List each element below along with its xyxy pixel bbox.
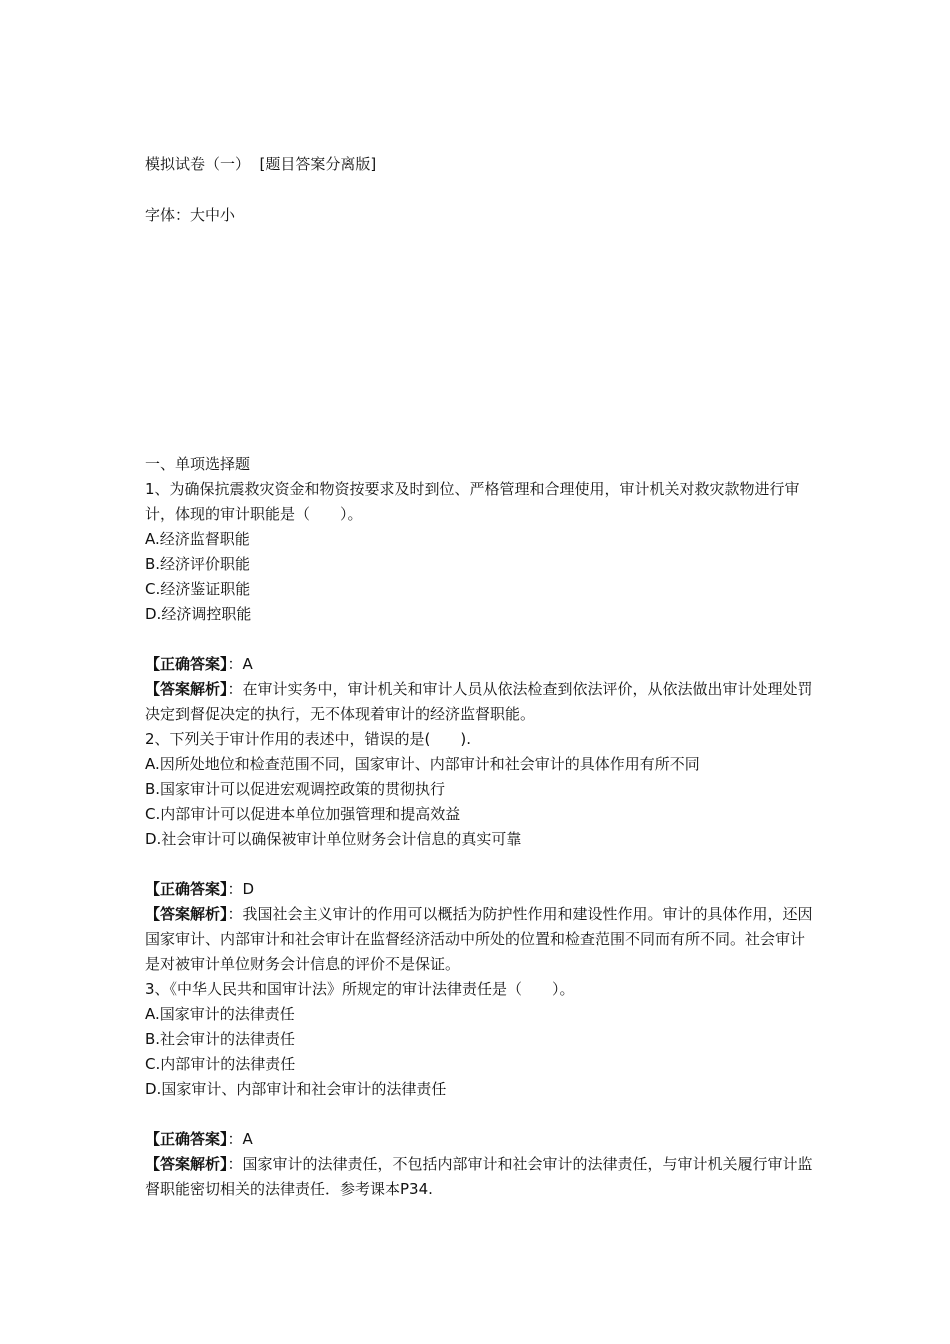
question-stem: 2、下列关于审计作用的表述中，错误的是( ). (145, 730, 472, 748)
option-a: A.国家审计的法律责任 (145, 1005, 295, 1023)
question-stem: 3、《中华人民共和国审计法》所规定的审计法律责任是（ ）。 (145, 980, 575, 998)
answer-analysis-text: ：国家审计的法律责任，不包括内部审计和社会审计的法律责任，与审计机关履行审计监督职能密切相关的法律责任．参考课本P34. (145, 1155, 813, 1198)
answer-analysis (145, 677, 815, 727)
spacer (145, 627, 815, 652)
page-title: 模拟试卷（一） [题目答案分离版] (145, 155, 377, 173)
correct-answer (145, 1127, 815, 1152)
answer-analysis (145, 902, 815, 977)
question-block (145, 977, 815, 1202)
question-content (145, 452, 815, 1202)
font-size-selector[interactable]: 字体：大中小 (145, 206, 236, 224)
question-block (145, 477, 815, 727)
option-b: B.社会审计的法律责任 (145, 1030, 296, 1048)
section-heading: 一、单项选择题 (145, 455, 251, 473)
option-d: D.国家审计、内部审计和社会审计的法律责任 (145, 1080, 447, 1098)
option-d: D.社会审计可以确保被审计单位财务会计信息的真实可靠 (145, 830, 522, 848)
question-block (145, 727, 815, 977)
correct-answer-label: 【正确答案】 (145, 1130, 228, 1148)
answer-analysis-text: ：在审计实务中，审计机关和审计人员从依法检查到依法评价，从依法做出审计处理处罚决定到督促决定的执行，无不体现着审计的经济监督职能。 (145, 680, 813, 723)
option-a: A.经济监督职能 (145, 530, 250, 548)
option-d: D.经济调控职能 (145, 605, 252, 623)
correct-answer-label: 【正确答案】 (145, 880, 228, 898)
correct-answer (145, 652, 815, 677)
spacer (145, 852, 815, 877)
answer-analysis-text: ：我国社会主义审计的作用可以概括为防护性作用和建设性作用。审计的具体作用，还因国家审计、内部审计和社会审计在监督经济活动中所处的位置和检查范围不同而有所不同。社会审计是对被审计单位财务会计信息的评价不是保证。 (145, 905, 813, 973)
correct-answer-value: ：A (227, 1130, 253, 1148)
correct-answer-value: ：A (227, 655, 253, 673)
option-c: C.内部审计的法律责任 (145, 1055, 296, 1073)
correct-answer-label: 【正确答案】 (145, 655, 228, 673)
option-b: B.经济评价职能 (145, 555, 251, 573)
correct-answer-value: ：D (227, 880, 255, 898)
spacer (145, 1102, 815, 1127)
answer-analysis (145, 1152, 815, 1202)
answer-analysis-label: 【答案解析】 (145, 905, 228, 923)
correct-answer (145, 877, 815, 902)
option-a: A.因所处地位和检查范围不同，国家审计、内部审计和社会审计的具体作用有所不同 (145, 755, 700, 773)
answer-analysis-label: 【答案解析】 (145, 680, 228, 698)
answer-analysis-label: 【答案解析】 (145, 1155, 228, 1173)
option-c: C.经济鉴证职能 (145, 580, 251, 598)
option-b: B.国家审计可以促进宏观调控政策的贯彻执行 (145, 780, 446, 798)
question-stem: 1、为确保抗震救灾资金和物资按要求及时到位、严格管理和合理使用，审计机关对救灾款物进行审计，体现的审计职能是（ ）。 (145, 480, 800, 523)
option-c: C.内部审计可以促进本单位加强管理和提高效益 (145, 805, 461, 823)
